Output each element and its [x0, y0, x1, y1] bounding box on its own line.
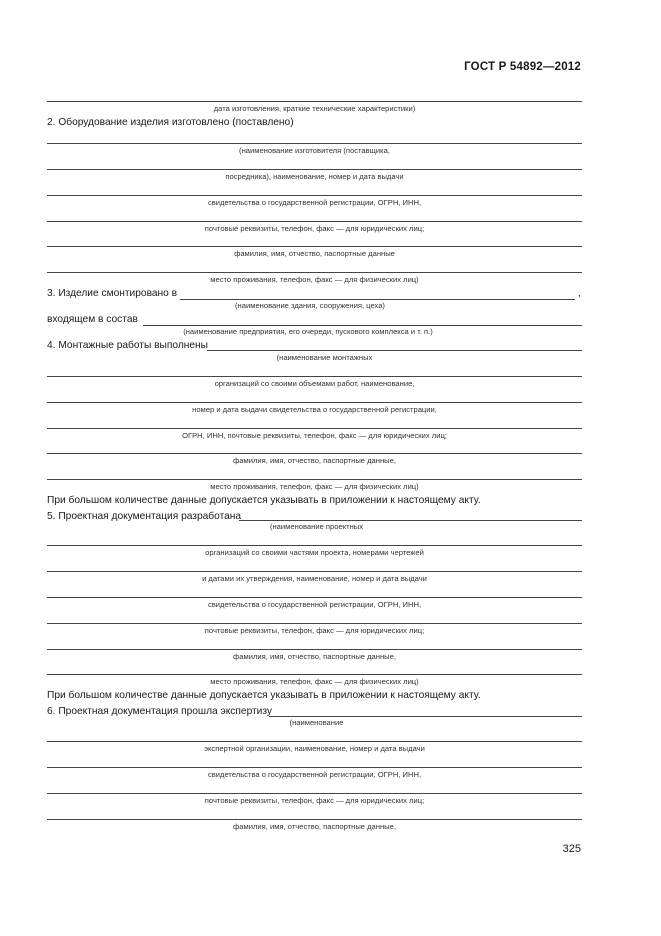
item-6-text: 6. Проектная документация прошла экспертизу	[47, 706, 273, 717]
item-2-text: 2. Оборудование изделия изготовлено (поставлено)	[47, 117, 294, 128]
fill-line	[47, 571, 582, 572]
field-caption: посредника), наименование, номер и дата выдачи	[225, 172, 404, 181]
fill-line	[47, 221, 582, 222]
fill-line	[239, 520, 582, 521]
field-caption: (наименование	[289, 718, 344, 727]
fill-line	[269, 716, 582, 717]
fill-line	[207, 350, 582, 351]
field-caption: фамилия, имя, отчество, паспортные данные,	[233, 822, 396, 831]
field-caption: фамилия, имя, отчество, паспортные данные,	[233, 456, 396, 465]
field-caption: и датами их утверждения, наименование, номер и дата выдачи	[202, 574, 427, 583]
field-caption: дата изготовления, краткие технические характеристики)	[213, 104, 416, 113]
fill-line	[47, 101, 582, 102]
fill-line	[47, 453, 582, 454]
fill-line	[47, 767, 582, 768]
standard-header: ГОСТ Р 54892—2012	[464, 61, 581, 73]
fill-line	[47, 195, 582, 196]
field-caption: почтовые реквизиты, телефон, факс — для юридических лиц;	[204, 796, 425, 805]
fill-line	[47, 597, 582, 598]
field-caption: свидетельства о государственной регистрации, ОГРН, ИНН,	[207, 198, 422, 207]
fill-line	[47, 545, 582, 546]
fill-line	[47, 649, 582, 650]
fill-line	[180, 299, 575, 300]
fill-line	[47, 623, 582, 624]
field-caption: место проживания, телефон, факс — для физических лиц)	[210, 275, 419, 284]
field-caption: (наименование монтажных	[276, 353, 373, 362]
field-caption: (наименование здания, сооружения, цеха)	[235, 301, 385, 310]
item-5-text: 5. Проектная документация разработана	[47, 511, 242, 522]
fill-line	[143, 325, 582, 326]
page-number: 325	[562, 843, 581, 855]
fill-line	[47, 376, 582, 377]
fill-line	[47, 143, 582, 144]
fill-line	[47, 674, 582, 675]
fill-line	[47, 169, 582, 170]
field-caption: почтовые реквизиты, телефон, факс — для юридических лиц;	[204, 626, 425, 635]
field-caption: экспертной организации, наименование, номер и дата выдачи	[204, 744, 425, 753]
fill-line	[47, 819, 582, 820]
field-caption: организаций со своими объемами работ, наименование,	[214, 379, 415, 388]
item-4-text: 4. Монтажные работы выполнены	[47, 340, 208, 351]
field-caption: (наименование проектных	[269, 522, 364, 531]
fill-line	[47, 479, 582, 480]
attachment-note: При большом количестве данные допускается указывать в приложении к настоящему акту.	[47, 690, 481, 701]
field-caption: фамилия, имя, отчество, паспортные данные,	[233, 652, 396, 661]
field-caption: свидетельства о государственной регистрации, ОГРН, ИНН,	[207, 600, 422, 609]
item-3-part-of-text: входящем в состав	[47, 314, 138, 325]
field-caption: место проживания, телефон, факс — для физических лиц)	[210, 677, 419, 686]
fill-line	[47, 741, 582, 742]
attachment-note: При большом количестве данные допускается указывать в приложении к настоящему акту.	[47, 495, 481, 506]
fill-line	[47, 272, 582, 273]
fill-line	[47, 246, 582, 247]
field-caption: место проживания, телефон, факс — для физических лиц)	[210, 482, 419, 491]
field-caption: свидетельства о государственной регистрации, ОГРН, ИНН,	[207, 770, 422, 779]
field-caption: организаций со своими частями проекта, номерами чертежей	[205, 548, 424, 557]
field-caption: (наименование предприятия, его очереди, пускового комплекса и т. п.)	[183, 327, 433, 336]
field-caption: ОГРН, ИНН, почтовые реквизиты, телефон, факс — для юридических лиц;	[182, 431, 447, 440]
field-caption: почтовые реквизиты, телефон, факс — для юридических лиц;	[204, 224, 425, 233]
field-caption: (наименование изготовителя (поставщика,	[239, 146, 390, 155]
item-3-comma: ,	[578, 288, 581, 299]
fill-line	[47, 793, 582, 794]
field-caption: фамилия, имя, отчество, паспортные данные	[234, 249, 395, 258]
item-3-text: 3. Изделие смонтировано в	[47, 288, 178, 299]
field-caption: номер и дата выдачи свидетельства о государственной регистрации,	[192, 405, 437, 414]
fill-line	[47, 428, 582, 429]
fill-line	[47, 402, 582, 403]
